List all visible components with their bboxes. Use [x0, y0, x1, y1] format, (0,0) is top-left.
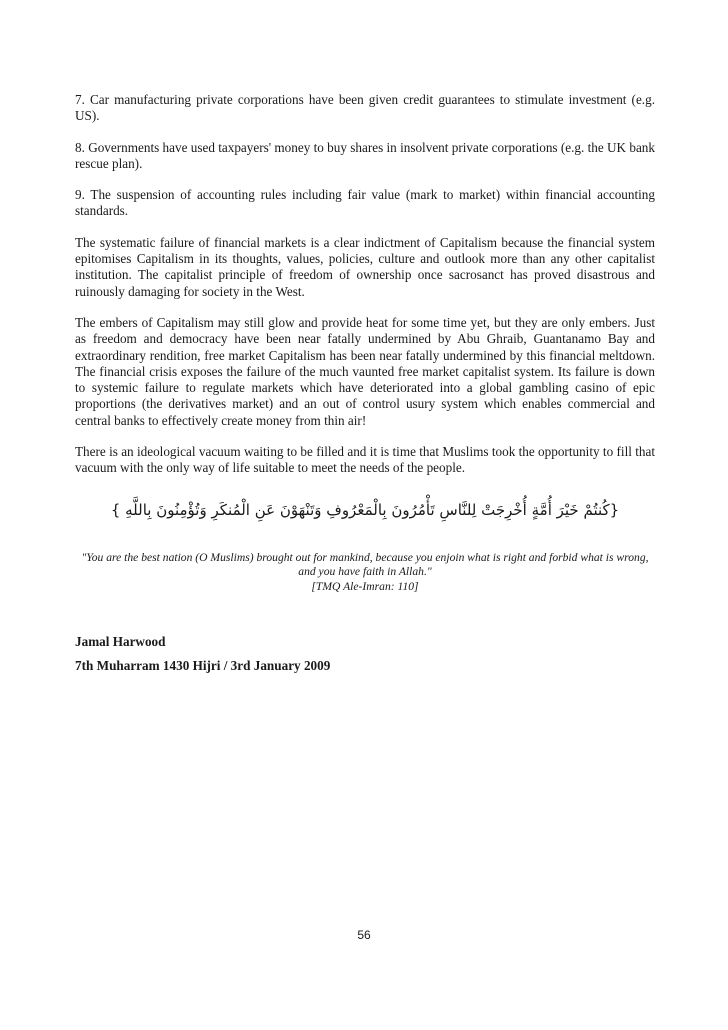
author-name: Jamal Harwood: [75, 634, 166, 650]
verse-citation: [TMQ Ale-Imran: 110]: [311, 579, 419, 593]
paragraph-systematic-failure: The systematic failure of financial markets is a clear indictment of Capitalism because the financial system epitomises Capitalism in its thoughts, values, policies, culture and outlook more than any other capitalist institution. The capitalist principle of freedom of ownership once sacrosanct has proved disastrous and ruinously damaging for society in the West.: [75, 234, 655, 299]
paragraph-item-8: 8. Governments have used taxpayers' money to buy shares in insolvent private corporations (e.g. the UK bank rescue plan).: [75, 139, 655, 171]
document-page: [75, 92, 655, 674]
verse-translation: "You are the best nation (O Muslims) brought out for mankind, because you enjoin what is right and forbid what is wrong, and you have faith in Allah.": [81, 550, 649, 579]
paragraph-item-9: 9. The suspension of accounting rules including fair value (mark to market) within financial accounting standards.: [75, 187, 655, 219]
paragraph-embers: The embers of Capitalism may still glow and provide heat for some time yet, but they are only embers. Just as freedom and democracy have been near fatally undermined by Abu Ghraib, Guantanamo Bay and extraordinary rendition, free market Capitalism has been near fatally undermined by this financial meltdown. The financial crisis exposes the failure of the much vaunted free market capitalist system. Its failure is down to systemic failure to regulate markets which have deteriorated into a global gambling casino of epic proportions (the derivatives market) and an out of control usury system which enables commercial and central banks to effectively create money from thin air!: [75, 314, 655, 428]
page-number: 56: [357, 928, 371, 942]
paragraph-ideological-vacuum: There is an ideological vacuum waiting to be filled and it is time that Muslims took the opportunity to fill that vacuum with the only way of life suitable to meet the needs of the people.: [75, 444, 655, 476]
paragraph-item-7: 7. Car manufacturing private corporations have been given credit guarantees to stimulate investment (e.g. US).: [75, 92, 655, 124]
signature-date: 7th Muharram 1430 Hijri / 3rd January 2009: [75, 658, 331, 674]
arabic-verse: {كُنتُمْ خَيْرَ أُمَّةٍ أُخْرِجَتْ لِلنَّاسِ تَأْمُرُونَ بِالْمَعْرُوفِ وَتَنْهَوْنَ عَنِ الْمُنكَرِ وَتُؤْمِنُونَ بِاللَّهِ }: [110, 500, 620, 519]
